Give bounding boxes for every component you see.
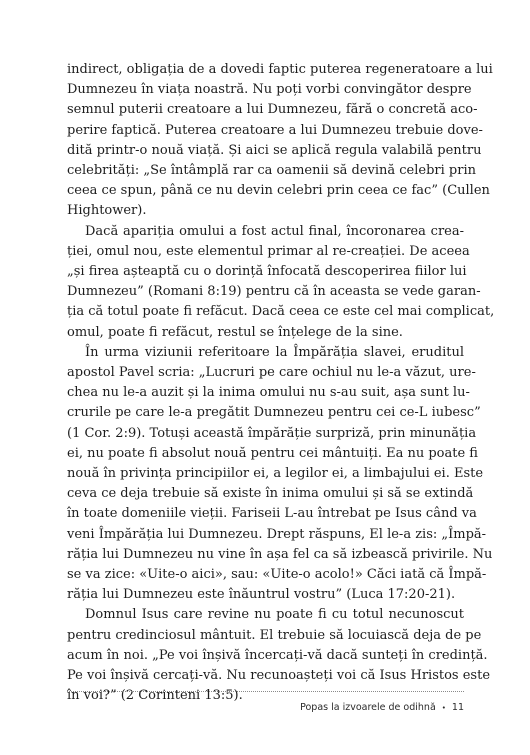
text-line: ei, nu poate fi absolut nouă pentru cei mântuiți. Ea nu poate fi [67, 445, 478, 461]
text-line: răția lui Dumnezeu nu vine în așa fel ca să izbească privirile. Nu [67, 546, 493, 562]
text-line: nouă în privința principiilor ei, a legilor ei, a limbajului ei. Este [67, 466, 484, 482]
text-line: În urma viziunii referitoare la Împărăția slavei, eruditul [85, 344, 464, 360]
text-line: crurile pe care le-a pregătit Dumnezeu pentru cei ce-L iubesc” [67, 405, 481, 421]
page-body [67, 60, 495, 707]
bullet-separator: • [441, 703, 446, 712]
text-line: ceea ce spun, până ce nu devin celebri prin ceea ce fac” (Cullen [67, 183, 490, 199]
text-line: ției, omul nou, este elementul primar al re-creației. De aceea [67, 243, 470, 259]
text-line: veni Împărăția lui Dumnezeu. Drept răspuns, El le-a zis: „Împă- [67, 526, 487, 542]
text-line: dită printr-o nouă viață. Și aici se aplică regula valabilă pentru [67, 142, 482, 158]
text-line: în voi?” (2 Corinteni 13:5). [67, 688, 243, 704]
text-line: Hightower). [67, 203, 147, 219]
text-line: „și firea așteaptă cu o dorință înfocată descoperirea fiilor lui [67, 264, 467, 280]
footer-dotted-rule [67, 691, 464, 692]
text-line: celebrități: „Se întâmplă rar ca oamenii să devină celebri prin [67, 163, 476, 179]
text-line: chea nu le-a auzit și la inima omului nu s-au suit, așa sunt lu- [67, 385, 470, 401]
text-line: Dacă apariția omului a fost actul final, încoronarea crea- [85, 223, 464, 239]
text-line: Pe voi înșivă cercați-vă. Nu recunoașteți voi că Isus Hristos este [67, 668, 491, 684]
page-number: 11 [451, 702, 464, 713]
text-line: în toate domeniile vieții. Fariseii L-au întrebat pe Isus când va [67, 506, 477, 522]
paragraph-3 [67, 343, 493, 606]
text-line: perire faptică. Puterea creatoare a lui Dumnezeu trebuie dove- [67, 122, 483, 138]
running-title: Popas la izvoarele de odihnă [300, 702, 436, 713]
text-line: ția că totul poate fi refăcut. Dacă ceea ce este cel mai complicat, [67, 304, 495, 320]
paragraph-2 [67, 222, 495, 343]
text-line: pentru credinciosul mântuit. El trebuie să locuiască deja de pe [67, 627, 482, 643]
text-line: Dumnezeu în viața noastră. Nu poți vorbi convingător despre [67, 82, 472, 98]
text-line: răția lui Dumnezeu este înăuntrul vostru” (Luca 17:20-21). [67, 587, 456, 603]
text-line: omul, poate fi refăcut, restul se înțelege de la sine. [67, 324, 403, 340]
text-line: semnul puterii creatoare a lui Dumnezeu, fără o concretă aco- [67, 102, 478, 118]
text-line: se va zice: «Uite-o aici», sau: «Uite-o acolo!» Căci iată că Împă- [67, 567, 487, 583]
paragraph-1 [67, 60, 493, 222]
page-footer [67, 691, 464, 713]
text-line: indirect, obligația de a dovedi faptic puterea regeneratoare a lui [67, 62, 493, 77]
text-line: acum în noi. „Pe voi înșivă încercați-vă dacă sunteți în credință. [67, 647, 488, 663]
footer-row [67, 702, 464, 713]
text-line: (1 Cor. 2:9). Totuși această împărăție surpriză, prin minunăția [67, 425, 477, 441]
text-line: ceva ce deja trebuie să existe în inima omului și să se extindă [67, 486, 474, 502]
text-line: Dumnezeu” (Romani 8:19) pentru că în aceasta se vede garan- [67, 284, 481, 300]
text-line: Domnul Isus care revine nu poate fi cu totul necunoscut [85, 607, 464, 623]
text-line: apostol Pavel scria: „Lucruri pe care ochiul nu le-a văzut, ure- [67, 365, 476, 381]
